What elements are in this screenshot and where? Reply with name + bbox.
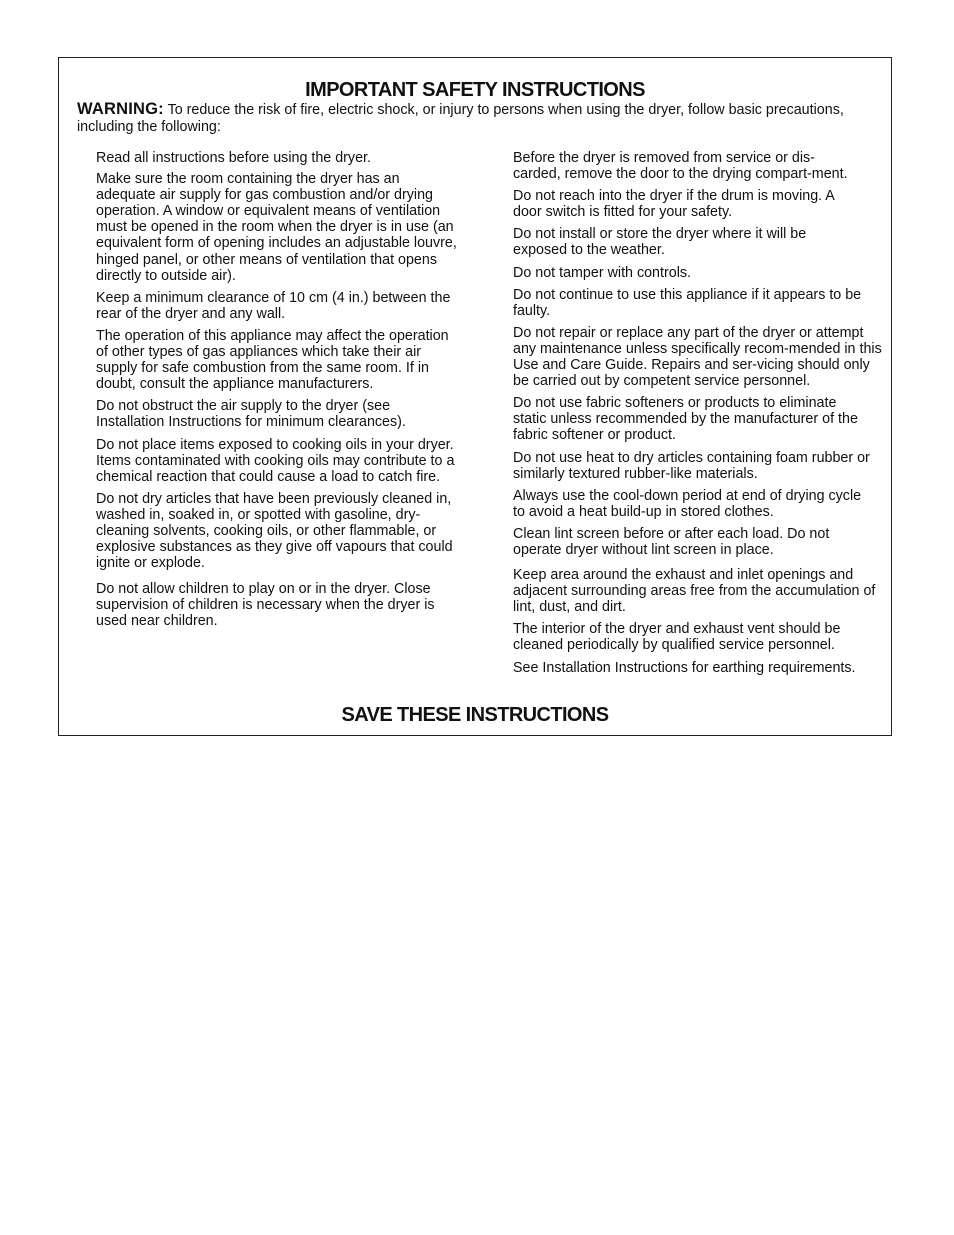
list-item: Do not install or store the dryer where it will be exposed to the weather. bbox=[513, 226, 807, 259]
list-item: Do not reach into the dryer if the drum is moving. A door switch is fitted for your safety. bbox=[513, 188, 835, 221]
warning-text: To reduce the risk of fire, electric shock, or injury to persons when using the dryer, follow basic precautions, including the following: bbox=[77, 102, 844, 135]
save-instructions-footer: SAVE THESE INSTRUCTIONS bbox=[341, 704, 609, 726]
list-item: Always use the cool-down period at end of drying cycle to avoid a heat build-up in stored clothes. bbox=[513, 487, 862, 520]
list-item: Do not allow children to play on or in the dryer. Close supervision of children is necessary when the dryer is used near children. bbox=[96, 581, 435, 630]
list-item: Clean lint screen before or after each load. Do not operate dryer without lint screen in place. bbox=[513, 525, 830, 558]
page-title: IMPORTANT SAFETY INSTRUCTIONS bbox=[305, 79, 645, 101]
right-column bbox=[513, 150, 891, 682]
list-item: The interior of the dryer and exhaust vent should be cleaned periodically by qualified service personnel. bbox=[513, 621, 841, 654]
list-item: Do not place items exposed to cooking oils in your dryer. Items contaminated with cooking oils may contribute to a chemical reaction that could cause a load to catch fire. bbox=[96, 436, 455, 485]
list-item: Keep area around the exhaust and inlet openings and adjacent surrounding areas free from the accumulation of lint, dust, and dirt. bbox=[513, 567, 876, 616]
list-item: Do not use heat to dry articles containing foam rubber or similarly textured rubber-like materials. bbox=[513, 449, 870, 482]
list-item: Do not obstruct the air supply to the dryer (see Installation Instructions for minimum clearances). bbox=[96, 398, 406, 431]
list-item: The operation of this appliance may affect the operation of other types of gas appliances which take their air supply for safe combustion from the same room. If in doubt, consult the appliance manufacturers. bbox=[96, 327, 449, 393]
warning-label: WARNING: bbox=[77, 100, 164, 118]
list-item: See Installation Instructions for earthing requirements. bbox=[513, 659, 856, 676]
list-item: Before the dryer is removed from service or dis-carded, remove the door to the drying compart-ment. bbox=[513, 150, 848, 183]
left-column bbox=[96, 150, 458, 636]
list-item: Keep a minimum clearance of 10 cm (4 in.) between the rear of the dryer and any wall. bbox=[96, 289, 451, 322]
warning-paragraph bbox=[77, 101, 861, 136]
list-item: Read all instructions before using the dryer. bbox=[96, 150, 371, 166]
list-item: Do not continue to use this appliance if it appears to be faulty. bbox=[513, 286, 862, 319]
list-item: Do not tamper with controls. bbox=[513, 264, 691, 281]
list-item: Make sure the room containing the dryer has an adequate air supply for gas combustion and/or drying operation. A window or equivalent means of ventilation must be opened in the room when the dryer is in use (an equivalent form of opening includes an adjustable louvre, hinged panel, or other means of ventilation that opens directly to outside air). bbox=[96, 171, 457, 284]
list-item: Do not use fabric softeners or products to eliminate static unless recommended by the manufacturer of the fabric softener or product. bbox=[513, 395, 858, 444]
list-item: Do not dry articles that have been previously cleaned in, washed in, soaked in, or spotted with gasoline, dry-cleaning solvents, cooking oils, or other flammable, or explosive substances as they give off vapours that could ignite or explode. bbox=[96, 490, 453, 572]
safety-instructions-box bbox=[58, 57, 892, 736]
list-item: Do not repair or replace any part of the dryer or attempt any maintenance unless specifically recom-mended in this Use and Care Guide. Repairs and ser-vicing should only be carried out by competent service personnel. bbox=[513, 324, 882, 390]
